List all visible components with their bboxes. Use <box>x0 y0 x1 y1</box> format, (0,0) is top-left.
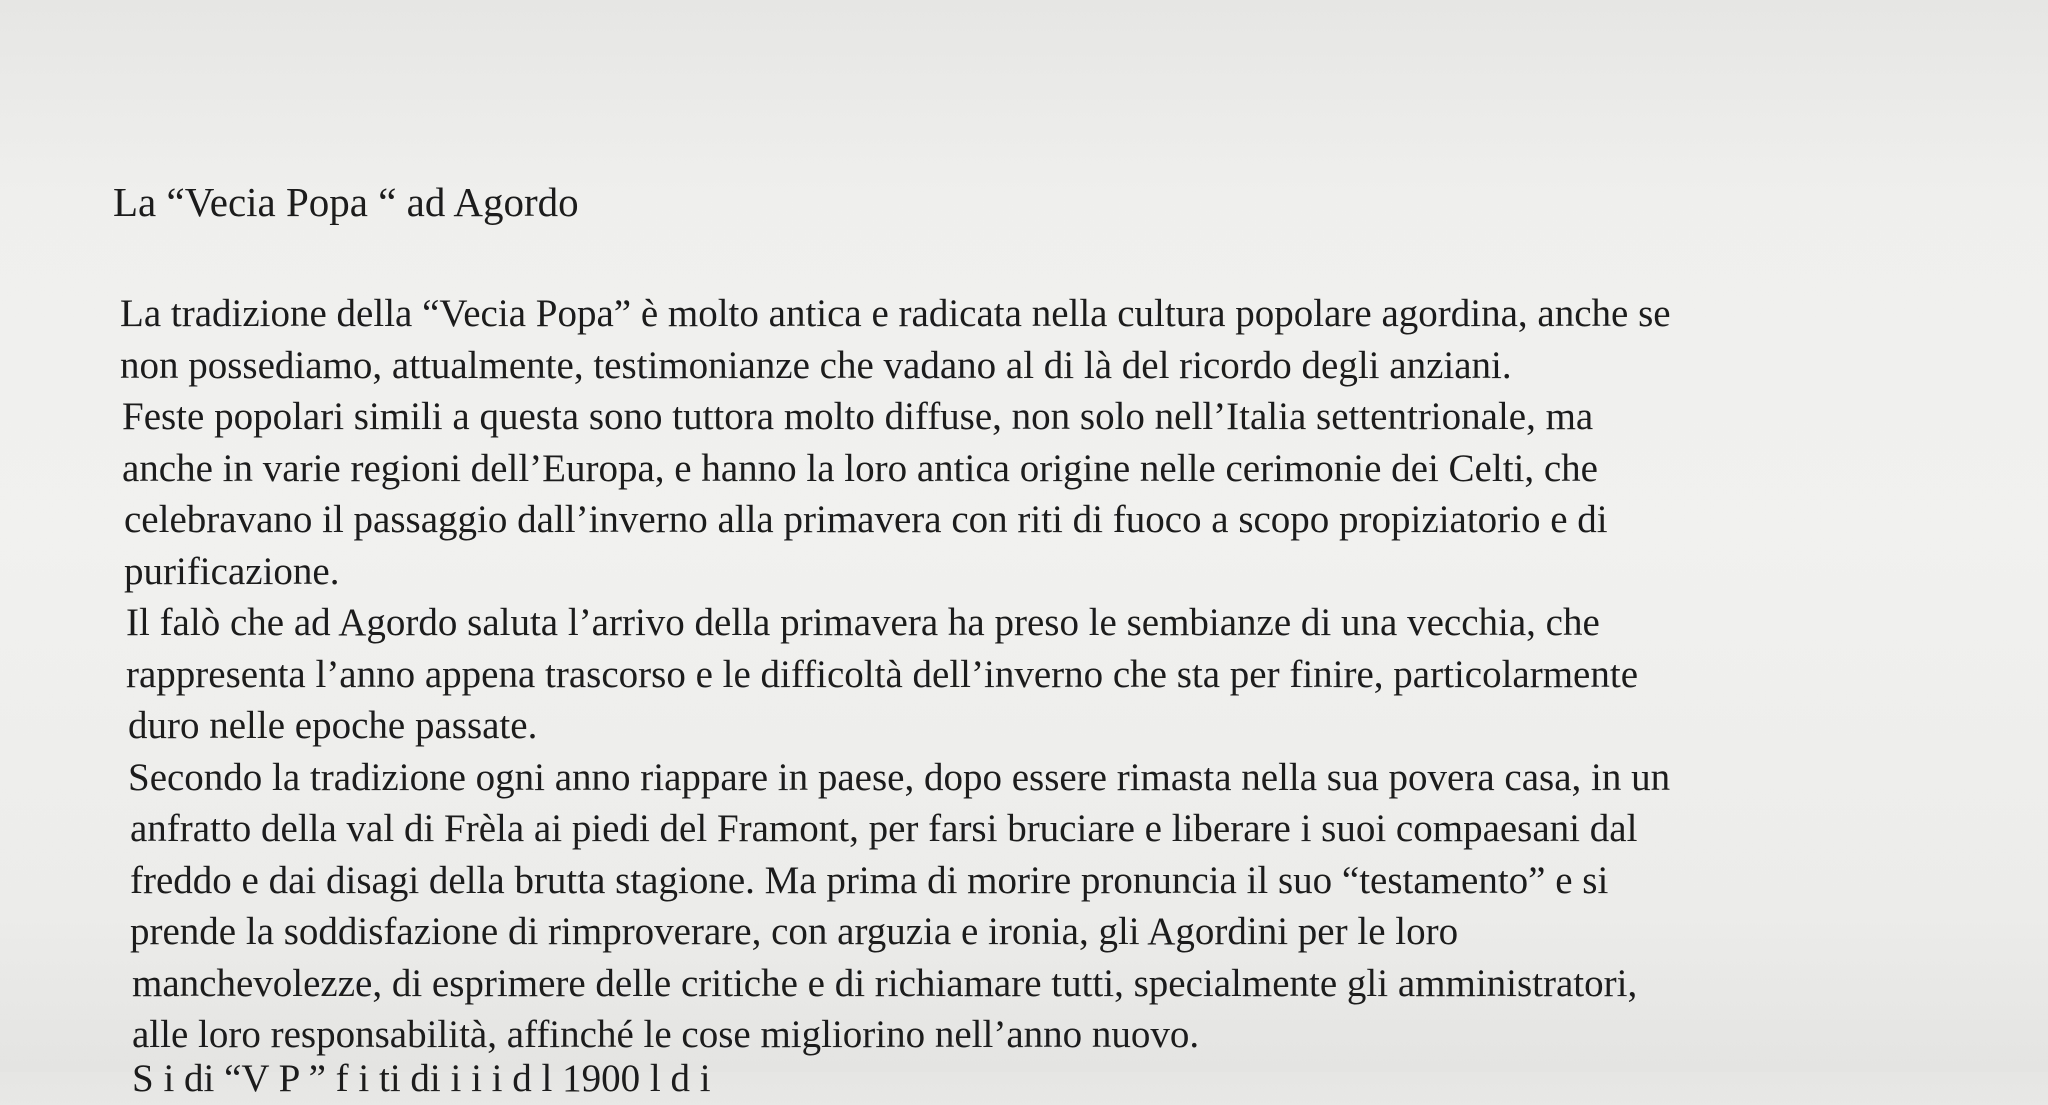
body-line: rappresenta l’anno appena trascorso e le difficoltà dell’inverno che sta per finire, particolarmente <box>126 652 1639 696</box>
body-line: anche in varie regioni dell’Europa, e hanno la loro antica origine nelle cerimonie dei Celti, che <box>122 446 1598 490</box>
body-line: La tradizione della “Vecia Popa” è molto antica e radicata nella cultura popolare agordina, anche se <box>120 292 1671 335</box>
body-line: Secondo la tradizione ogni anno riappare in paese, dopo essere rimasta nella sua povera casa, in un <box>128 755 1671 799</box>
body-line: anfratto della val di Frèla ai piedi del Framont, per farsi bruciare e liberare i suoi compaesani dal <box>130 807 1638 850</box>
body-line: alle loro responsabilità, affinché le cose migliorino nell’anno nuovo. <box>132 1013 1200 1056</box>
body-line: purificazione. <box>124 549 340 593</box>
document-title: La “Vecia Popa “ ad Agordo <box>113 179 579 225</box>
body-line: manchevolezze, di esprimere delle critiche e di richiamare tutti, specialmente gli amministratori, <box>132 961 1638 1005</box>
body-line: duro nelle epoche passate. <box>128 704 538 747</box>
body-line: freddo e dai disagi della brutta stagione. Ma prima di morire pronuncia il suo “testamento” e si <box>130 858 1609 902</box>
body-line: Feste popolari simili a questa sono tuttora molto diffuse, non solo nell’Italia settentrionale, ma <box>122 395 1594 438</box>
body-line: prende la soddisfazione di rimproverare, con arguzia e ironia, gli Agordini per le loro <box>130 910 1459 953</box>
document-body <box>120 288 2020 1061</box>
cut-off-line: S i di “V P ” f i ti di i i i d l 1900 l d i <box>132 1057 711 1100</box>
body-line: celebravano il passaggio dall’inverno alla primavera con riti di fuoco a scopo propiziatorio e di <box>124 498 1608 541</box>
body-line: Il falò che ad Agordo saluta l’arrivo della primavera ha preso le sembianze di una vecchia, che <box>126 601 1600 644</box>
body-line: non possediamo, attualmente, testimonianze che vadano al di là del ricordo degli anziani. <box>120 343 1512 387</box>
